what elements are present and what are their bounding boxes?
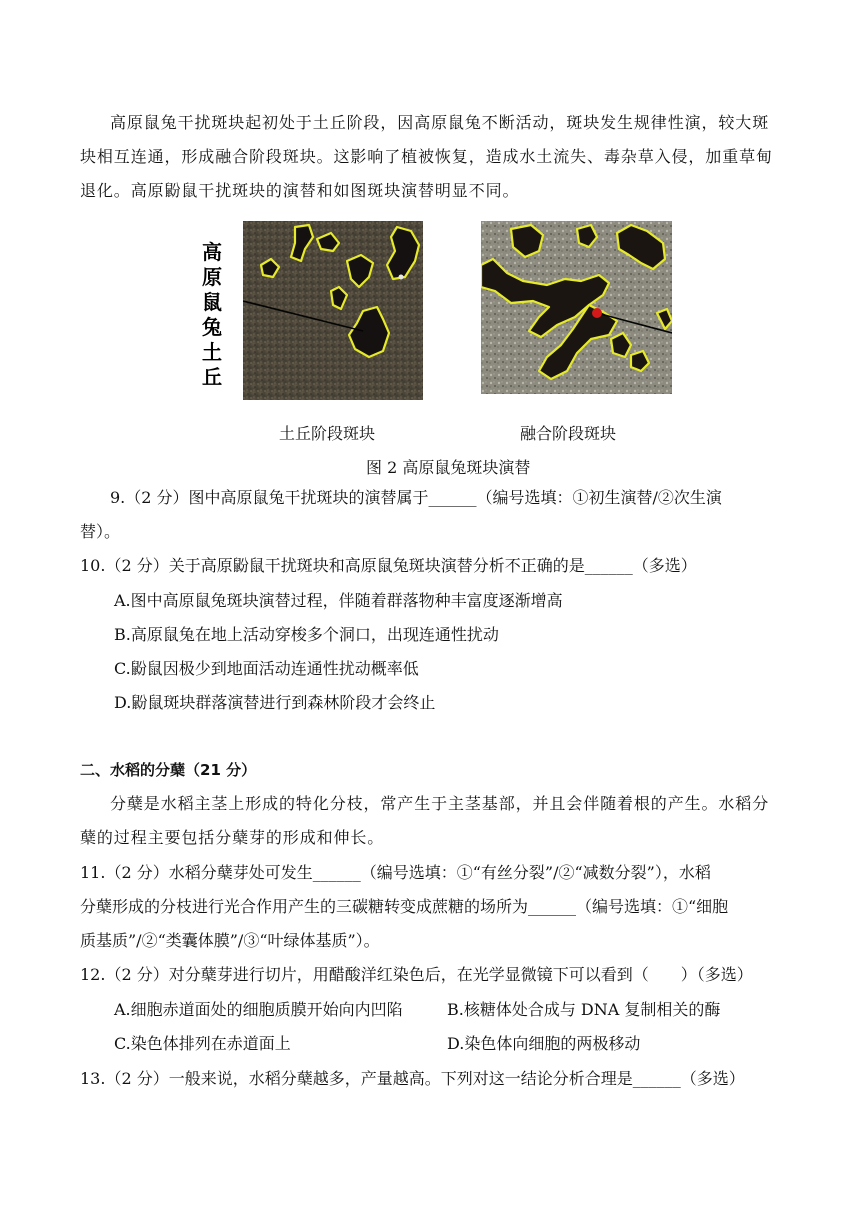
vertical-char: 丘 xyxy=(202,365,222,389)
question-11-line-2: 分蘖形成的分枝进行光合作用产生的三碳糖转变成蔗糖的场所为______（编号选填：①“细胞 xyxy=(80,897,729,916)
intro-line-1: 高原鼠兔干扰斑块起初处于土丘阶段，因高原鼠兔不断活动，斑块发生规律性演，较大斑 xyxy=(110,113,770,132)
question-12-option-a: A.细胞赤道面处的细胞质膜开始向内凹陷 xyxy=(114,1000,403,1019)
caption-fusion-stage: 融合阶段斑块 xyxy=(520,424,617,443)
question-9-line-2: 替）。 xyxy=(80,522,121,541)
intro-line-3: 退化。高原鼢鼠干扰斑块的演替和如图斑块演替明显不同。 xyxy=(80,181,520,200)
question-12-option-c: C.染色体排列在赤道面上 xyxy=(114,1034,291,1053)
figure-vertical-label xyxy=(198,240,226,390)
intro-line-2: 块相互连通，形成融合阶段斑块。这影响了植被恢复，造成水土流失、毒杂草入侵，加重草甸 xyxy=(80,147,773,166)
question-12-option-b: B.核糖体处合成与 DNA 复制相关的酶 xyxy=(447,1000,721,1019)
caption-mound-stage: 土丘阶段斑块 xyxy=(279,424,376,443)
fusion-stage-photo xyxy=(481,221,672,394)
question-12-stem: 12.（2 分）对分蘖芽进行切片，用醋酸洋红染色后，在光学显微镜下可以看到（ ）（多选） xyxy=(80,965,753,984)
mound-stage-photo xyxy=(243,221,423,400)
vertical-char: 土 xyxy=(202,340,222,364)
question-9-line-1: 9.（2 分）图中高原鼠兔干扰斑块的演替属于______（编号选填：①初生演替/②次生演 xyxy=(110,488,722,507)
question-10-option-c: C.鼢鼠因极少到地面活动连通性扰动概率低 xyxy=(114,659,419,678)
question-10-option-d: D.鼢鼠斑块群落演替进行到森林阶段才会终止 xyxy=(114,693,436,712)
figure-title: 图 2 高原鼠兔斑块演替 xyxy=(366,458,531,477)
question-10-option-b: B.高原鼠兔在地上活动穿梭多个洞口，出现连通性扰动 xyxy=(114,625,499,644)
vertical-char: 兔 xyxy=(202,315,222,339)
question-11-line-3: 质基质”/②“类囊体膜”/③“叶绿体基质”）。 xyxy=(80,931,380,950)
question-10-option-a: A.图中高原鼠兔斑块演替过程，伴随着群落物种丰富度逐渐增高 xyxy=(114,591,563,610)
question-12-option-d: D.染色体向细胞的两极移动 xyxy=(447,1034,641,1053)
question-10-stem: 10.（2 分）关于高原鼢鼠干扰斑块和高原鼠兔斑块演替分析不正确的是______（多选） xyxy=(80,556,697,575)
section-2-intro-line-2: 蘖的过程主要包括分蘖芽的形成和伸长。 xyxy=(80,828,385,847)
vertical-char: 原 xyxy=(202,265,222,289)
question-13-stem: 13.（2 分）一般来说，水稻分蘖越多，产量越高。下列对这一结论分析合理是______（多选） xyxy=(80,1069,745,1088)
vertical-char: 鼠 xyxy=(202,290,222,314)
question-11-line-1: 11.（2 分）水稻分蘖芽处可发生______（编号选填：①“有丝分裂”/②“减数分裂”），水稻 xyxy=(80,863,711,882)
section-2-intro-line-1: 分蘖是水稻主茎上形成的特化分枝，常产生于主茎基部，并且会伴随着根的产生。水稻分 xyxy=(110,794,770,813)
vertical-char: 高 xyxy=(202,240,222,264)
section-2-heading: 二、水稻的分蘖（21 分） xyxy=(80,761,257,779)
